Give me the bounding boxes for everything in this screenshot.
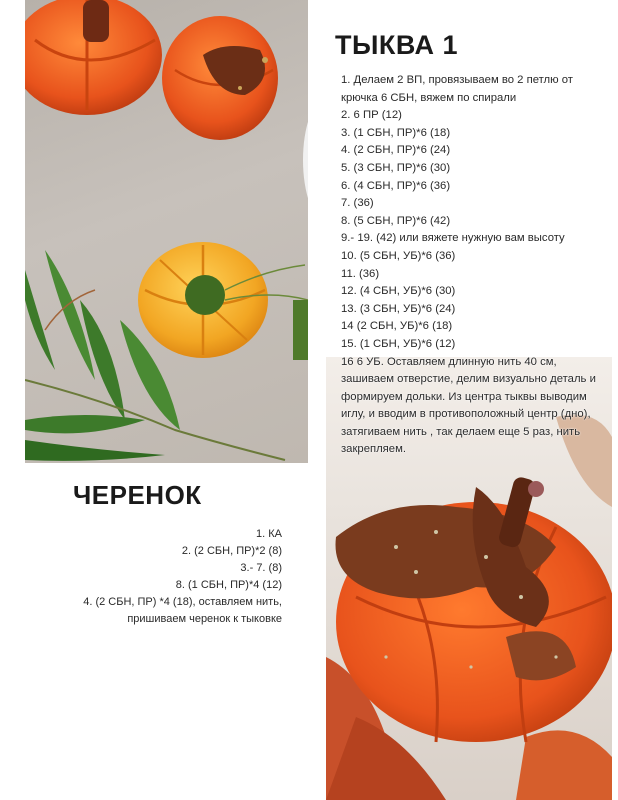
pattern-step: 3. (1 СБН, ПР)*6 (18) — [341, 126, 451, 139]
pattern-step: 10. (5 СБН, УБ)*6 (36) — [341, 249, 456, 262]
pattern-step: 14 (2 СБН, УБ)*6 (18) — [341, 320, 453, 333]
yellow-pumpkin — [138, 242, 308, 358]
pattern-step: 9.- 19. (42) или вяжете нужную вам высоту — [341, 232, 565, 245]
pattern-step: 16 6 УБ. Оставляем длинную нить 40 см, зашиваем отверстие, делим визуально деталь и формируем дольки. Из центра тыквы выводим иглу, и вводим в противоположный центр (дно), затягиваем нить , так делаем еще 5 раз, нить закрепляем. — [341, 355, 596, 456]
pattern-step: 1. КА — [256, 528, 282, 540]
pattern-step: 12. (4 СБН, УБ)*6 (30) — [341, 285, 456, 298]
pattern-step: 1. Делаем 2 ВП, провязываем во 2 петлю от крючка 6 СБН, вяжем по спирали — [341, 74, 573, 104]
pumpkins-photo-top — [25, 0, 308, 463]
stem-pattern-list — [22, 526, 282, 628]
pattern-step: 11. (36) — [341, 267, 380, 280]
pattern-step: 8. (5 СБН, ПР)*6 (42) — [341, 214, 451, 227]
pattern-step: 3.- 7. (8) — [240, 562, 282, 574]
pattern-step: 8. (1 СБН, ПР)*4 (12) — [175, 579, 282, 591]
pattern-step: 4. (2 СБН, ПР)*6 (24) — [341, 144, 451, 157]
pattern-step: 6. (4 СБН, ПР)*6 (36) — [341, 179, 451, 192]
pumpkin-section-title: ТЫКВА 1 — [335, 30, 459, 60]
pattern-step: 2. 6 ПР (12) — [341, 109, 402, 122]
pattern-step: 13. (3 СБН, УБ)*6 (24) — [341, 302, 456, 315]
pattern-step: 7. (36) — [341, 197, 374, 210]
pumpkin-pattern-list — [341, 72, 606, 459]
orange-pumpkin-small — [162, 16, 278, 140]
pumpkins-illustration — [25, 0, 308, 463]
pattern-step: 15. (1 СБН, УБ)*6 (12) — [341, 337, 456, 350]
orange-pumpkin-large — [25, 0, 162, 115]
pattern-step: 5. (3 СБН, ПР)*6 (30) — [341, 161, 451, 174]
pattern-step: 2. (2 СБН, ПР)*2 (8) — [181, 545, 282, 557]
pattern-step: 4. (2 СБН, ПР) *4 (18), оставляем нить, пришиваем черенок к тыковке — [83, 596, 282, 625]
stem-section-title: ЧЕРЕНОК — [73, 480, 202, 510]
